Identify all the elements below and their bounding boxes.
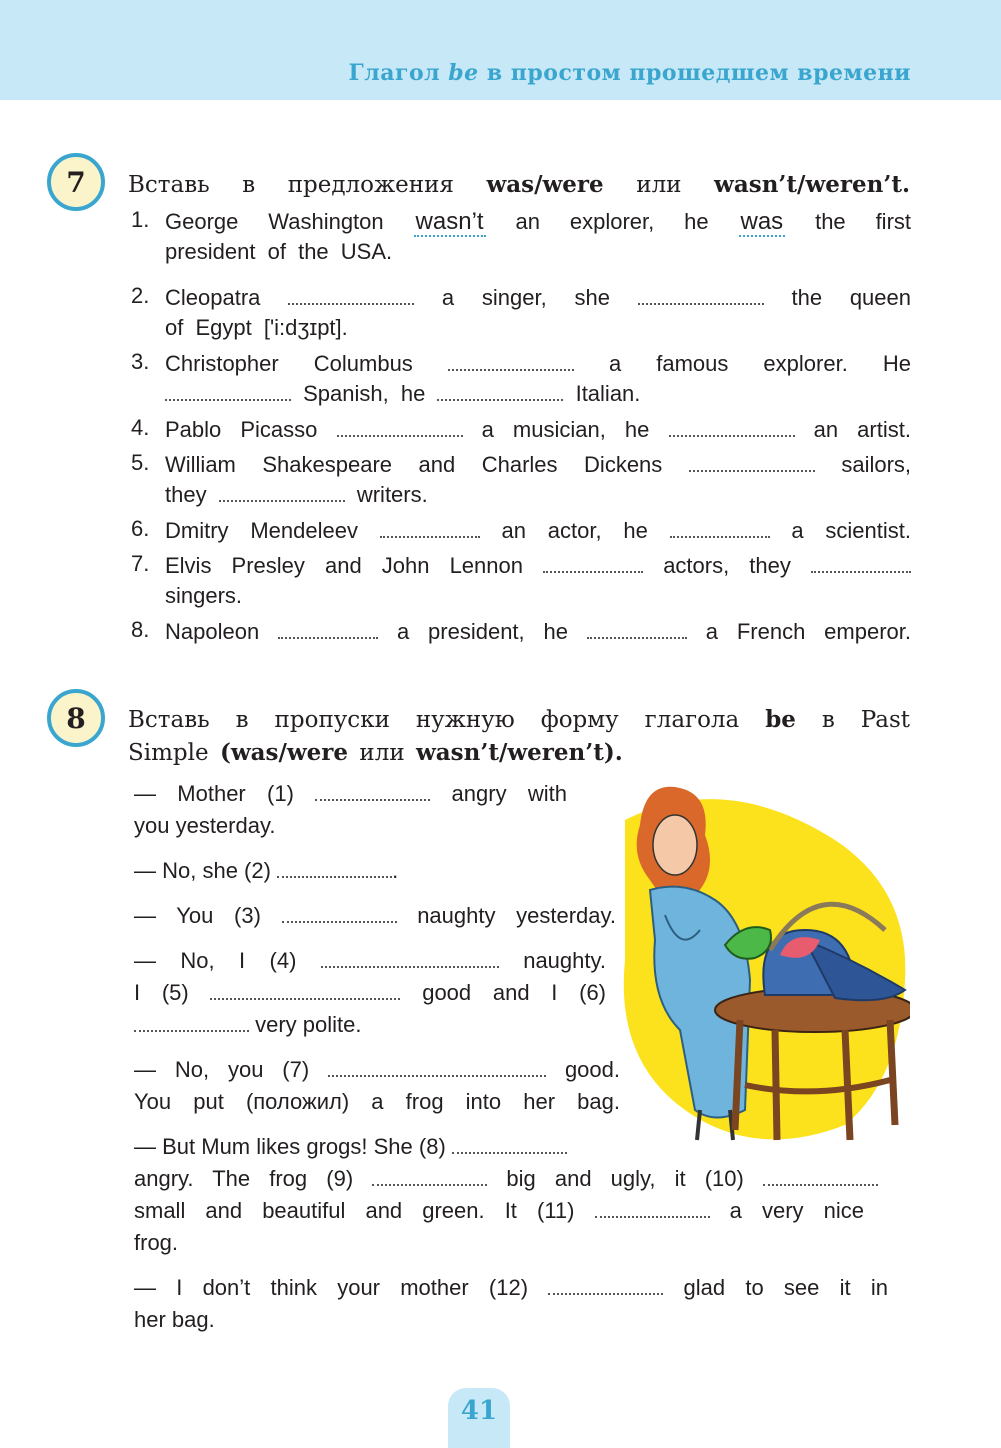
list-item: 2. Cleopatra a singer, she the queen of Egypt ['i:dʒɪpt].: [131, 283, 911, 340]
blank[interactable]: [587, 623, 687, 639]
blank[interactable]: [448, 355, 574, 371]
exercise-7-badge: 7: [47, 153, 105, 211]
dialogue-line-2: — No, she (2) .: [134, 858, 399, 883]
exercise-7-instruction: Вставь в предложения was/were или wasn’t/weren’t.: [128, 171, 910, 198]
list-item: 8. Napoleon a president, he a French emperor.: [131, 617, 912, 644]
blank[interactable]: [328, 1061, 546, 1077]
blank[interactable]: [543, 557, 643, 573]
blank[interactable]: [165, 385, 291, 401]
dialogue-line-7: — I don’t think your mother (12) glad to see it in her bag.: [134, 1275, 888, 1332]
blank[interactable]: [337, 421, 463, 437]
blank[interactable]: [134, 1016, 249, 1032]
blank[interactable]: [811, 557, 911, 573]
exercise-8-badge: 8: [47, 689, 105, 747]
dialogue-line-3: — You (3) naughty yesterday.: [134, 903, 616, 928]
blank[interactable]: [288, 289, 414, 305]
blank[interactable]: [277, 862, 392, 878]
exercise-8-instruction-line2: Simple (was/were или wasn’t/weren’t).: [128, 739, 623, 766]
blank[interactable]: [689, 456, 815, 472]
list-item: 4. Pablo Picasso a musician, he an artist.: [131, 415, 911, 442]
blank[interactable]: [548, 1279, 663, 1295]
blank[interactable]: [219, 486, 345, 502]
list-item: 3. Christopher Columbus a famous explorer. He Spanish, he Italian.: [131, 349, 911, 406]
dialogue-line-4: — No, I (4) naughty. I (5) good and I (6) very polite.: [134, 948, 607, 1037]
blank[interactable]: [437, 385, 563, 401]
blank[interactable]: [638, 289, 764, 305]
list-item: 7. Elvis Presley and John Lennon actors, they singers.: [131, 551, 911, 611]
answer-example: wasn’t: [415, 208, 484, 235]
blank[interactable]: [278, 623, 378, 639]
blank[interactable]: [380, 522, 480, 538]
blank[interactable]: [372, 1170, 487, 1186]
answer-example: was: [740, 208, 784, 235]
list-item: 6. Dmitry Mendeleev an actor, he a scientist.: [131, 516, 911, 543]
illustration-woman-frog-bag: [605, 780, 910, 1150]
page-number: 41: [448, 1388, 510, 1448]
list-item: 5. William Shakespeare and Charles Dickens sailors, they writers.: [131, 450, 912, 507]
blank[interactable]: [210, 984, 400, 1000]
exercise-8-instruction-line1: Вставь в пропуски нужную форму глагола be в Past: [128, 706, 910, 733]
blank[interactable]: [670, 522, 770, 538]
dialogue-line-6: — But Mum likes grogs! She (8) angry. The frog (9) big and ugly, it (10) small and beautiful and green. It (11) a very nice frog.: [134, 1131, 878, 1259]
blank[interactable]: [669, 421, 795, 437]
blank[interactable]: [452, 1138, 567, 1154]
dialogue-line-1: — Mother (1) angry with you yesterday.: [134, 781, 567, 838]
blank[interactable]: [282, 907, 397, 923]
page-header-title: Глагол be в простом прошедшем времени: [348, 60, 911, 86]
blank[interactable]: [315, 785, 430, 801]
list-item: 1. George Washington wasn’t an explorer, he was the first president of the USA.: [131, 207, 912, 264]
blank[interactable]: [321, 952, 499, 968]
dialogue-line-5: — No, you (7) good. You put (положил) a frog into her bag.: [134, 1057, 620, 1114]
blank[interactable]: [763, 1170, 878, 1186]
blank[interactable]: [595, 1202, 710, 1218]
